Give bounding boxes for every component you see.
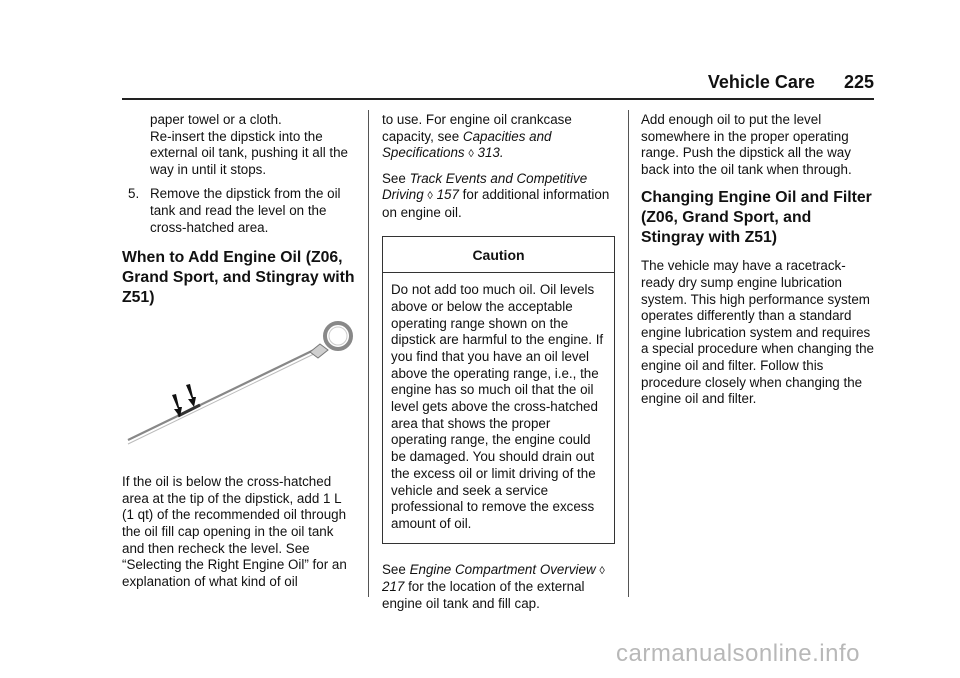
column-divider-left: [368, 110, 369, 597]
track-paragraph: [382, 171, 615, 222]
add-oil-text: Add enough oil to put the level somewhere in the proper operating range. Push the dipstick all the way back into the oil tank when through.: [641, 112, 852, 177]
section-title: Vehicle Care: [707, 72, 815, 92]
column-divider-right: [628, 110, 629, 597]
caution-box: [382, 236, 615, 544]
watermark: carmanualsonline.info: [616, 640, 860, 667]
reinsert-text: Re-insert the dipstick into the external oil tank, pushing it all the way in until it stops.: [150, 128, 349, 177]
see-text: See: [382, 170, 406, 186]
continued-text: paper towel or a cloth.: [150, 112, 282, 127]
dipstick-icon: [122, 318, 355, 468]
caution-title: Caution: [383, 237, 614, 274]
page-ref-icon: ◊: [427, 190, 433, 203]
section-heading-changing-oil: Changing Engine Oil and Filter (Z06, Grand Sport, and Stingray with Z51): [641, 189, 872, 247]
section-heading-when-to-add: When to Add Engine Oil (Z06, Grand Sport, and Stingray with Z51): [122, 249, 355, 307]
below-level-text: If the oil is below the cross-hatched area at the tip of the dipstick, add 1 L (1 qt) of the recommended oil through the oil fill cap opening in the oil tank and then recheck the level. See “Selecting the Right Engine Oil” for an explanation of what kind of oil: [122, 474, 347, 589]
page-header: [708, 72, 874, 93]
step-text: Remove the dipstick from the oil tank and read the level on the cross-hatched area.: [150, 186, 341, 235]
caution-text: Do not add too much oil. Oil levels above or below the acceptable operating range shown on the dipstick are harmful to the engine. If you find that you have an oil level above the operating range, i.e., the engine has so much oil that the oil level gets above the cross-hatched area that shows the proper operating range, the engine could be damaged. You should drain out the excess oil or limit driving of the vehicle and seek a service professional to remove the excess amount of oil.: [391, 282, 604, 531]
dry-sump-text: The vehicle may have a racetrack-ready dry sump engine lubrication system. This high performance system operates differently than a standard engine lubrication system and requires a special procedure when changing the engine oil and filter. Follow this procedure closely when changing the engine oil and filter.: [641, 258, 875, 407]
page-ref-icon: ◊: [599, 564, 605, 577]
engine-compartment-page-ref[interactable]: 217: [382, 579, 405, 595]
column-left: [122, 112, 355, 598]
capacity-text: to use. For engine oil crankcase capacity, see: [382, 112, 572, 144]
capacities-link[interactable]: Capacities and Specifications: [382, 128, 552, 161]
track-events-link[interactable]: Track Events and Competitive Driving: [382, 170, 588, 203]
capacities-page-ref[interactable]: 313.: [477, 145, 504, 161]
header-rule: [122, 98, 874, 100]
page-ref-icon: ◊: [468, 148, 474, 161]
see-text: See: [382, 561, 406, 577]
dipstick-illustration: [122, 318, 355, 468]
track-events-page-ref[interactable]: 157: [436, 187, 459, 203]
engine-compartment-paragraph: [382, 562, 615, 613]
step-5: [122, 186, 355, 236]
column-right: [641, 112, 874, 416]
column-middle: [382, 112, 615, 620]
engine-compartment-link[interactable]: Engine Compartment Overview: [409, 561, 596, 577]
step-number: 5.: [128, 186, 140, 202]
page-number: 225: [843, 72, 874, 92]
engine-compartment-tail-text: for the location of the external engine oil tank and fill cap.: [382, 579, 585, 611]
capacity-paragraph: [382, 112, 615, 163]
track-tail-text: for additional information on engine oil.: [382, 187, 610, 220]
